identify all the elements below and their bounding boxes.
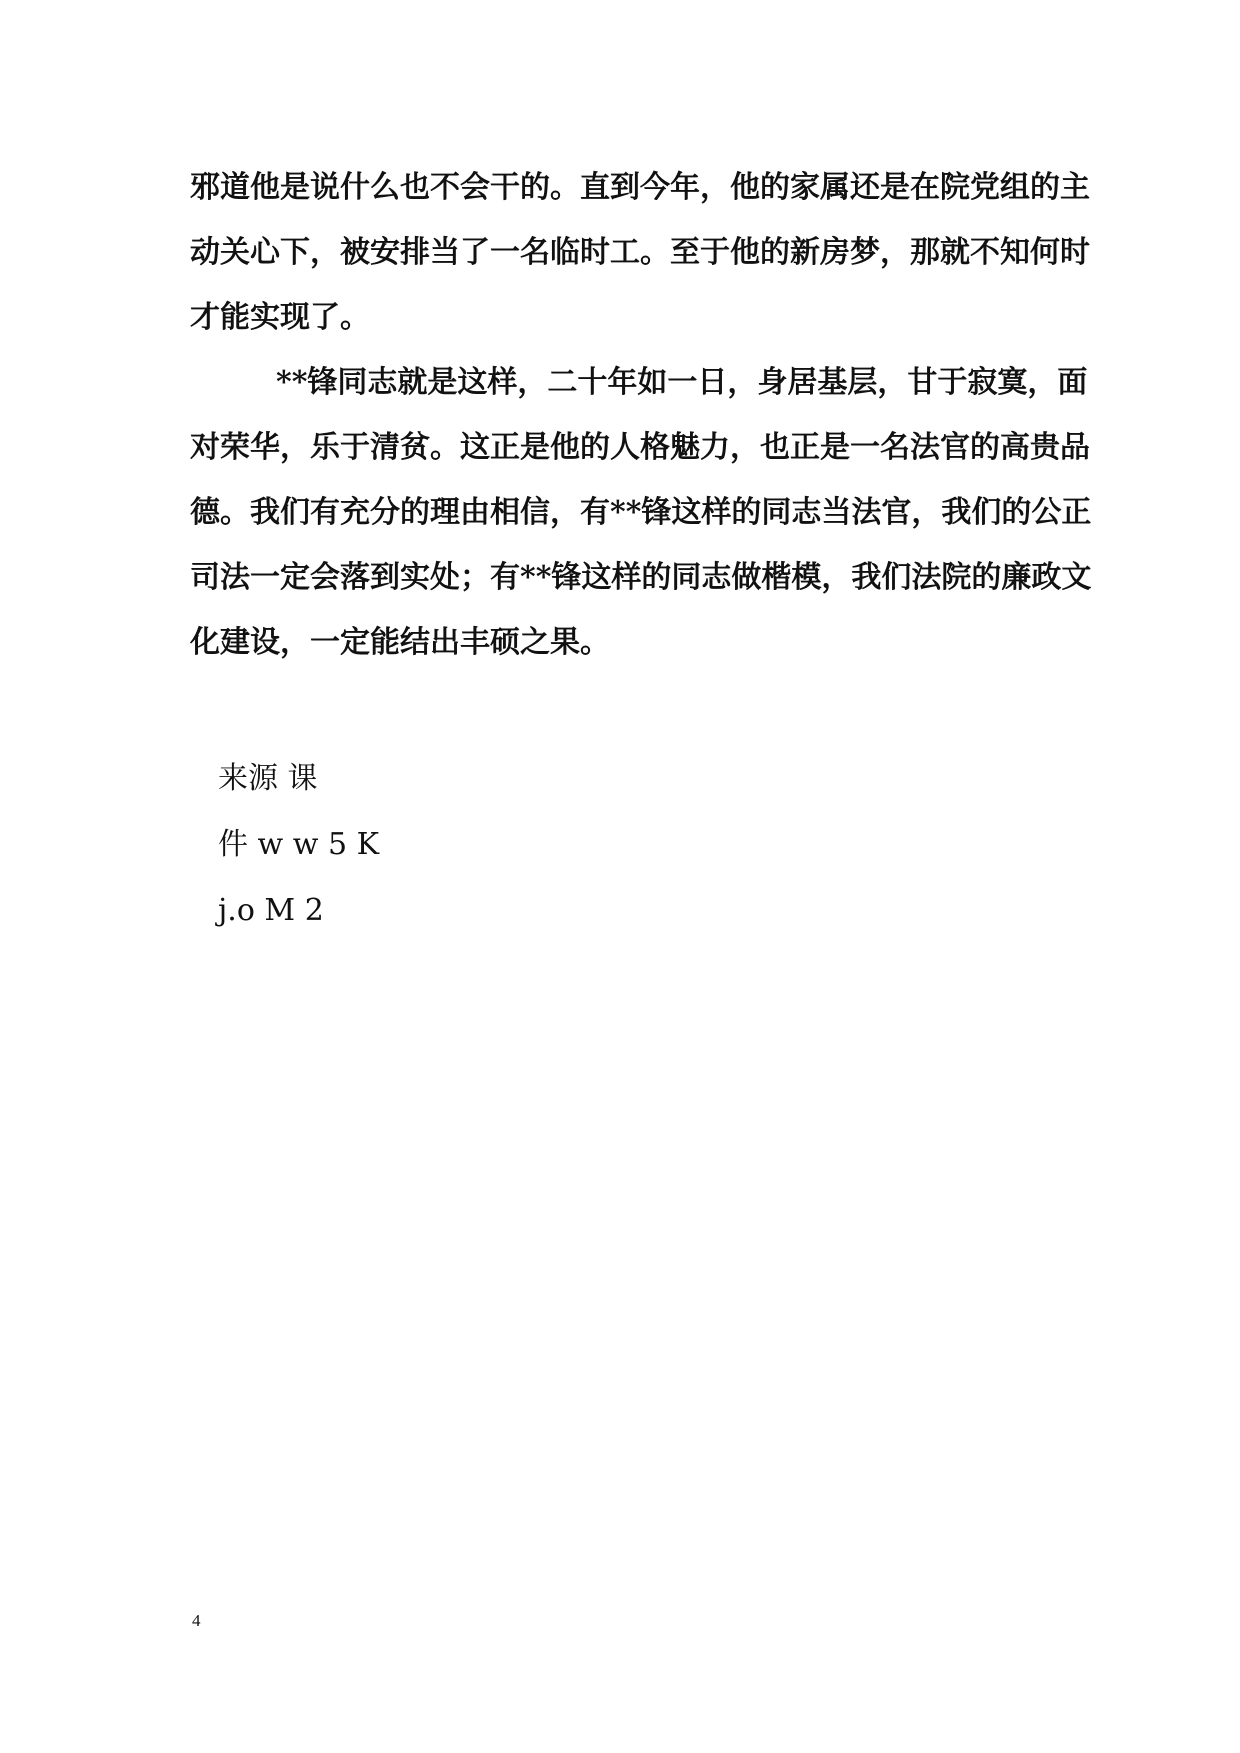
text-line: 德。我们有充分的理由相信，有**锋这样的同志当法官，我们的公正 — [190, 495, 1092, 530]
text-line: 化建设，一定能结出丰硕之果。 — [190, 625, 610, 660]
text-line: 对荣华，乐于清贫。这正是他的人格魅力，也正是一名法官的高贵品 — [190, 430, 1090, 465]
paragraph-1 — [190, 155, 1090, 350]
page-number: 4 — [192, 1611, 201, 1630]
text-line: 才能实现了。 — [190, 300, 370, 335]
source-line: j.o M 2 — [218, 893, 324, 928]
text-line: 邪道他是说什么也不会干的。直到今年，他的家属还是在院党组的主 — [190, 170, 1090, 205]
paragraph-2 — [190, 350, 1092, 675]
text-line: 动关心下，被安排当了一名临时工。至于他的新房梦，那就不知何时 — [190, 235, 1090, 270]
text-line: 司法一定会落到实处；有**锋这样的同志做楷模，我们法院的廉政文 — [190, 560, 1092, 595]
text-line: **锋同志就是这样，二十年如一日，身居基层，甘于寂寞，面 — [276, 365, 1088, 400]
body-text — [190, 155, 1092, 675]
source-note — [218, 746, 379, 944]
source-line: 来源 课 — [218, 761, 318, 796]
source-line: 件 w w 5 K — [218, 827, 380, 862]
